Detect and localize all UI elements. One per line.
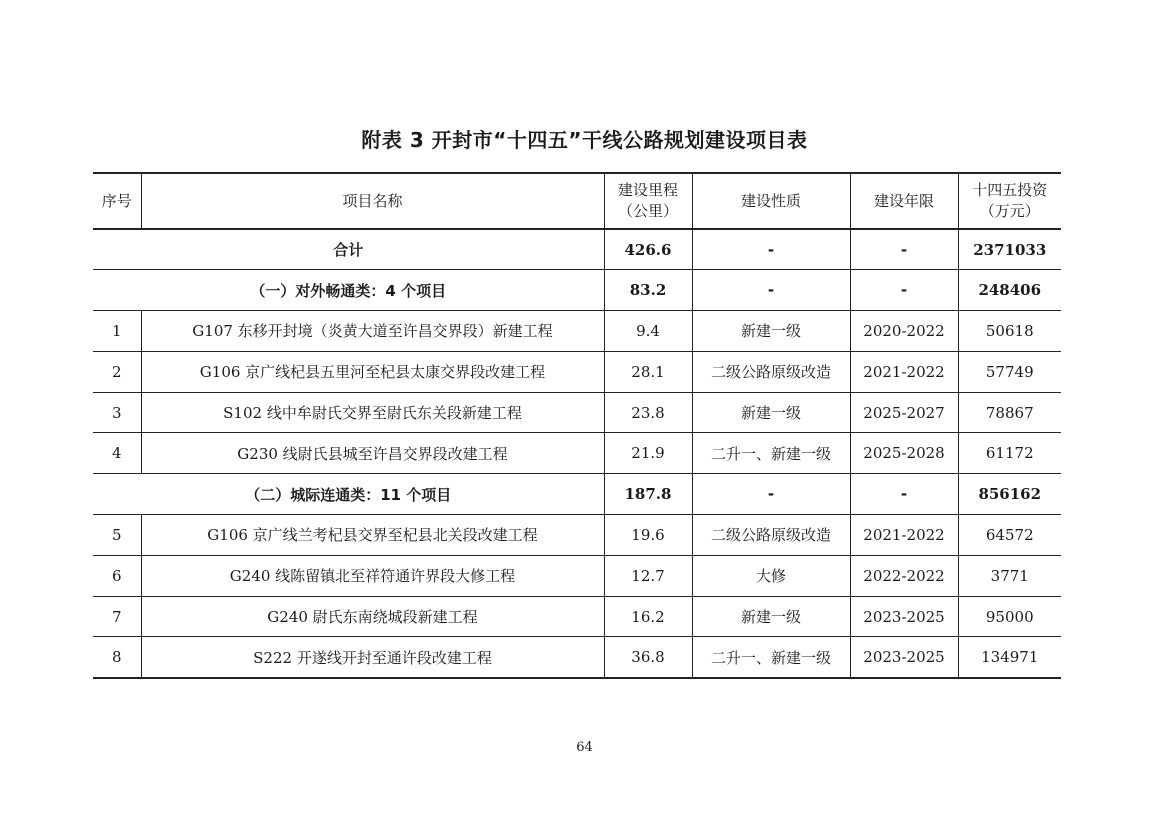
row-nature: 二升一、新建一级: [692, 433, 850, 474]
row-period: 2021-2022: [850, 351, 958, 392]
header-invest-line2: （万元）: [979, 202, 1040, 220]
project-table: [93, 172, 1061, 679]
row-seq: 8: [93, 637, 141, 678]
row-mileage: 21.9: [604, 433, 692, 474]
group-label: （二）城际连通类：11 个项目: [93, 474, 604, 515]
row-project-name: G107 东移开封境（炎黄大道至许昌交界段）新建工程: [141, 311, 604, 352]
group-nature: -: [692, 270, 850, 311]
row-mileage: 23.8: [604, 392, 692, 433]
row-invest: 3771: [958, 555, 1061, 596]
page-title: 附表 3 开封市“十四五”干线公路规划建设项目表: [361, 128, 808, 152]
row-mileage: 28.1: [604, 351, 692, 392]
row-project-name: S222 开遂线开封至通许段改建工程: [141, 637, 604, 678]
row-nature: 大修: [692, 555, 850, 596]
group-row: [93, 270, 1061, 311]
row-invest: 64572: [958, 515, 1061, 556]
row-invest: 95000: [958, 596, 1061, 637]
row-project-name: S102 线中牟尉氏交界至尉氏东关段新建工程: [141, 392, 604, 433]
group-nature: -: [692, 474, 850, 515]
group-row: [93, 474, 1061, 515]
header-period: 建设年限: [850, 173, 958, 229]
table-header-row: [93, 173, 1061, 229]
header-invest: [958, 173, 1061, 229]
row-nature: 二升一、新建一级: [692, 637, 850, 678]
row-project-name: G106 京广线兰考杞县交界至杞县北关段改建工程: [141, 515, 604, 556]
table-row: [93, 311, 1061, 352]
group-period: -: [850, 474, 958, 515]
row-project-name: G240 尉氏东南绕城段新建工程: [141, 596, 604, 637]
group-invest: 248406: [958, 270, 1061, 311]
total-invest: 2371033: [958, 229, 1061, 270]
table-row: [93, 515, 1061, 556]
row-period: 2021-2022: [850, 515, 958, 556]
row-nature: 二级公路原级改造: [692, 515, 850, 556]
row-nature: 二级公路原级改造: [692, 351, 850, 392]
table-row: [93, 637, 1061, 678]
row-seq: 6: [93, 555, 141, 596]
group-period: -: [850, 270, 958, 311]
row-period: 2025-2028: [850, 433, 958, 474]
total-period: -: [850, 229, 958, 270]
row-seq: 3: [93, 392, 141, 433]
row-invest: 134971: [958, 637, 1061, 678]
row-invest: 61172: [958, 433, 1061, 474]
header-nature: 建设性质: [692, 173, 850, 229]
row-mileage: 36.8: [604, 637, 692, 678]
row-seq: 1: [93, 311, 141, 352]
group-invest: 856162: [958, 474, 1061, 515]
row-period: 2023-2025: [850, 637, 958, 678]
header-seq: 序号: [93, 173, 141, 229]
total-nature: -: [692, 229, 850, 270]
table-row: [93, 392, 1061, 433]
group-label: （一）对外畅通类：4 个项目: [93, 270, 604, 311]
row-project-name: G230 线尉氏县城至许昌交界段改建工程: [141, 433, 604, 474]
table-row: [93, 351, 1061, 392]
table-row: [93, 596, 1061, 637]
row-invest: 57749: [958, 351, 1061, 392]
row-project-name: G106 京广线杞县五里河至杞县太康交界段改建工程: [141, 351, 604, 392]
row-invest: 78867: [958, 392, 1061, 433]
row-period: 2023-2025: [850, 596, 958, 637]
total-label: 合计: [93, 229, 604, 270]
header-mileage: [604, 173, 692, 229]
row-nature: 新建一级: [692, 596, 850, 637]
group-mileage: 83.2: [604, 270, 692, 311]
group-mileage: 187.8: [604, 474, 692, 515]
header-invest-line1: 十四五投资: [972, 181, 1048, 199]
row-seq: 5: [93, 515, 141, 556]
header-mileage-line1: 建设里程: [617, 181, 678, 199]
row-nature: 新建一级: [692, 311, 850, 352]
row-seq: 7: [93, 596, 141, 637]
row-project-name: G240 线陈留镇北至祥符通许界段大修工程: [141, 555, 604, 596]
header-mileage-line2: （公里）: [617, 202, 678, 220]
row-period: 2025-2027: [850, 392, 958, 433]
row-seq: 2: [93, 351, 141, 392]
row-period: 2022-2022: [850, 555, 958, 596]
total-mileage: 426.6: [604, 229, 692, 270]
page-number: 64: [576, 740, 593, 755]
row-mileage: 16.2: [604, 596, 692, 637]
table-row: [93, 433, 1061, 474]
row-nature: 新建一级: [692, 392, 850, 433]
row-mileage: 9.4: [604, 311, 692, 352]
table-row: [93, 555, 1061, 596]
row-invest: 50618: [958, 311, 1061, 352]
row-mileage: 19.6: [604, 515, 692, 556]
row-mileage: 12.7: [604, 555, 692, 596]
row-period: 2020-2022: [850, 311, 958, 352]
total-row: [93, 229, 1061, 270]
row-seq: 4: [93, 433, 141, 474]
header-name: 项目名称: [141, 173, 604, 229]
